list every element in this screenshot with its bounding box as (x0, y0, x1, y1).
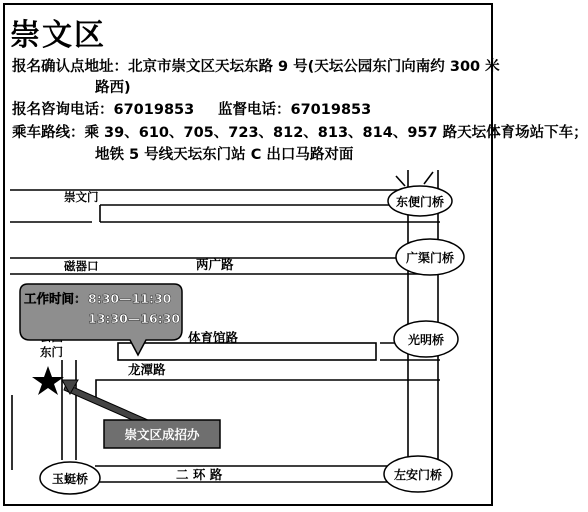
road-erhuan (95, 466, 400, 482)
hours-afternoon: 13:30—16:30 (88, 311, 181, 326)
bridge-zuoanmen (384, 456, 452, 492)
svg-text:左安门桥: 左安门桥 (393, 468, 443, 482)
svg-text:东门: 东门 (40, 345, 63, 359)
label-erhuan: 二 环 路 (176, 467, 223, 482)
bridge-guangming (394, 321, 458, 357)
svg-text:东便门桥: 东便门桥 (395, 195, 445, 209)
address-line-2: 路西) (95, 80, 131, 96)
bridge-guangqumen (396, 239, 464, 275)
arrow-to-location (62, 380, 148, 426)
hours-label: 工作时间： (24, 291, 87, 306)
label-cishikou: 磁器口 (64, 259, 99, 273)
address-line-1: 报名确认点地址：北京市崇文区天坛东路 9 号(天坛公园东门向南约 300 米 (12, 59, 500, 75)
office-box (104, 420, 220, 448)
supervise-phone: 监督电话：67019853 (218, 102, 372, 118)
label-longtan: 龙潭路 (128, 362, 166, 377)
location-star-icon (32, 366, 64, 395)
bus-route-line-2: 地铁 5 号线天坛东门站 C 出口马路对面 (95, 147, 354, 163)
label-chongwenmen: 崇文门 (64, 190, 99, 204)
bridge-dongbianmen (388, 186, 452, 216)
label-liangguang: 两广路 (196, 257, 234, 272)
page-title: 崇文区 (10, 18, 106, 53)
svg-text:玉蜓桥: 玉蜓桥 (51, 472, 89, 486)
hours-morning: 8:30—11:30 (88, 291, 172, 306)
road-tiantan-east (12, 360, 76, 470)
road-tiyuguan (118, 343, 440, 360)
bus-route-line-1: 乘车路线：乘 39、610、705、723、812、813、814、957 路天坛体育场站下车； (12, 125, 588, 141)
bridge-yuting (40, 462, 100, 494)
svg-text:光明桥: 光明桥 (407, 333, 445, 347)
label-tiyuguan: 体育馆路 (188, 330, 239, 345)
svg-text:广渠门桥: 广渠门桥 (405, 251, 455, 265)
svg-text:崇文区成招办: 崇文区成招办 (124, 427, 200, 442)
consult-phone: 报名咨询电话：67019853 (12, 102, 195, 118)
road-longtan (96, 380, 440, 400)
